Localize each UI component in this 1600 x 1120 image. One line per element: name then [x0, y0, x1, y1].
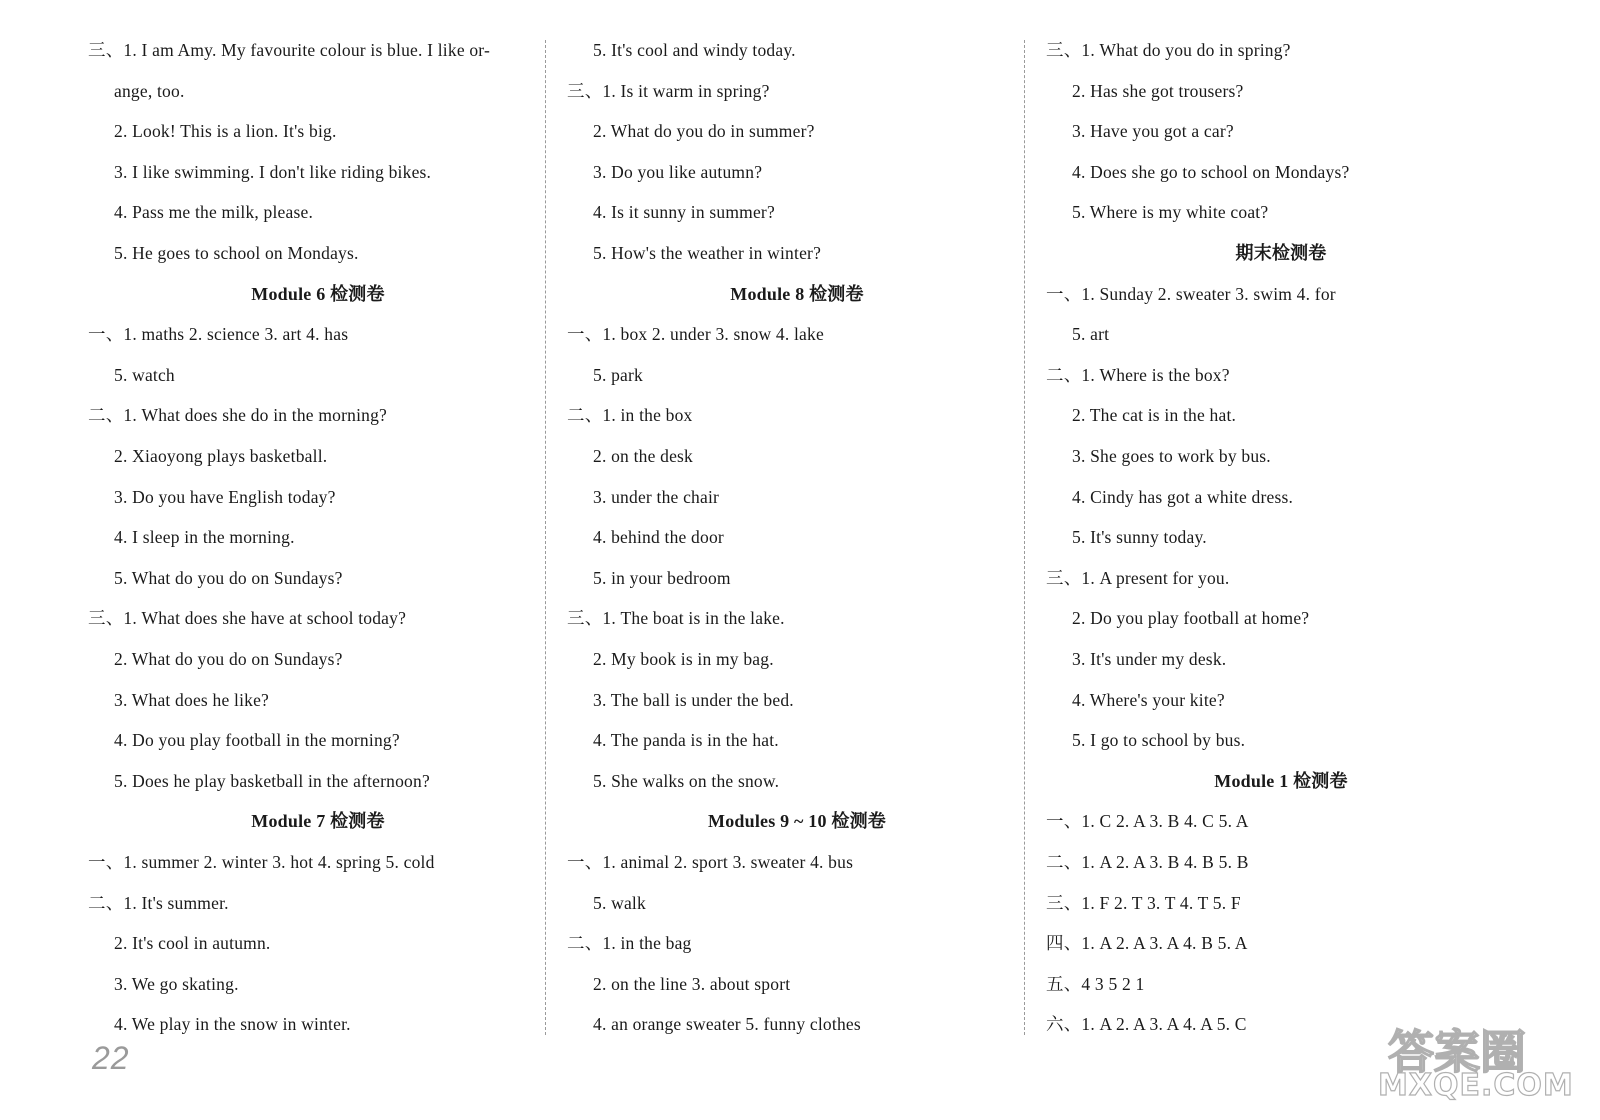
answer-line: 一、1. C 2. A 3. B 4. C 5. A: [1046, 811, 1249, 832]
answer-line: 5. watch: [114, 364, 175, 385]
answer-line: 5. in your bedroom: [593, 567, 731, 588]
answer-line: 3. Do you like autumn?: [593, 161, 763, 182]
answer-line: 3. We go skating.: [114, 973, 239, 994]
answer-line: 3. It's under my desk.: [1072, 649, 1227, 669]
answer-column-2: [567, 0, 1027, 1120]
answer-line: ange, too.: [114, 80, 185, 101]
answer-line: 2. My book is in my bag.: [593, 649, 774, 669]
section-heading: Module 6 检测卷: [251, 283, 385, 304]
answer-line: 一、1. box 2. under 3. snow 4. lake: [567, 324, 824, 345]
answer-line: 二、1. A 2. A 3. B 4. B 5. B: [1046, 852, 1249, 872]
answer-line: 四、1. A 2. A 3. A 4. B 5. A: [1046, 933, 1248, 954]
answer-line: 三、1. What does she have at school today?: [88, 608, 407, 629]
section-heading: 期末检测卷: [1235, 243, 1327, 263]
answer-line: 2. Xiaoyong plays basketball.: [114, 446, 328, 466]
answer-line: 3. under the chair: [593, 486, 720, 507]
column-divider-2: [1024, 40, 1025, 1035]
answer-line: 五、4 3 5 2 1: [1046, 973, 1145, 994]
answer-line: 5. art: [1072, 324, 1110, 345]
answer-line: 一、1. Sunday 2. sweater 3. swim 4. for: [1046, 283, 1336, 304]
answer-line: 4. Pass me the milk, please.: [114, 202, 314, 223]
section-heading: Module 1 检测卷: [1214, 770, 1348, 791]
answer-line: 2. on the desk: [593, 446, 694, 466]
answer-line: 5. walk: [593, 892, 646, 913]
answer-line: 三、1. The boat is in the lake.: [567, 608, 785, 629]
answer-line: 2. What do you do on Sundays?: [114, 649, 343, 669]
answer-line: 二、1. What does she do in the morning?: [88, 405, 388, 426]
answer-line: 4. Do you play football in the morning?: [114, 730, 400, 751]
answer-line: 三、1. A present for you.: [1046, 567, 1230, 588]
answer-column-3: [1046, 0, 1516, 1120]
answer-line: 2. Do you play football at home?: [1072, 608, 1310, 629]
answer-line: 三、1. Is it warm in spring?: [567, 80, 770, 101]
answer-line: 三、1. I am Amy. My favourite colour is blue. I like or-: [88, 40, 491, 60]
answer-line: 5. Does he play basketball in the afternoon?: [114, 770, 430, 791]
watermark-logo: [1378, 1016, 1574, 1106]
answer-line: 5. Where is my white coat?: [1072, 202, 1269, 223]
answer-line: 5. It's cool and windy today.: [593, 40, 796, 60]
answer-column-1: [88, 0, 548, 1120]
answer-line: 5. I go to school by bus.: [1072, 730, 1246, 751]
answer-line: 5. park: [593, 364, 643, 385]
answer-line: 4. behind the door: [593, 527, 724, 548]
answer-line: 二、1. in the bag: [567, 933, 692, 954]
watermark-top-text: 答案圈: [1388, 1025, 1526, 1079]
answer-line: 3. What does he like?: [114, 689, 270, 710]
answer-line: 2. Look! This is a lion. It's big.: [114, 121, 337, 142]
answer-line: 2. What do you do in summer?: [593, 121, 815, 142]
column-divider-1: [545, 40, 546, 1035]
answer-line: 三、1. F 2. T 3. T 4. T 5. F: [1046, 892, 1241, 913]
answer-line: 4. Where's your kite?: [1072, 689, 1225, 710]
watermark-bottom-text: MXQE.COM: [1378, 1068, 1574, 1103]
answer-line: 六、1. A 2. A 3. A 4. A 5. C: [1046, 1014, 1247, 1035]
answer-line: 4. Is it sunny in summer?: [593, 202, 775, 223]
answer-line: 4. I sleep in the morning.: [114, 527, 295, 548]
answer-line: 3. Do you have English today?: [114, 486, 336, 507]
answer-line: 4. an orange sweater 5. funny clothes: [593, 1014, 861, 1035]
answer-line: 5. She walks on the snow.: [593, 770, 780, 791]
answer-line: 二、1. It's summer.: [88, 892, 229, 913]
answer-line: 4. We play in the snow in winter.: [114, 1014, 351, 1035]
answer-line: 一、1. maths 2. science 3. art 4. has: [88, 324, 349, 345]
answer-line: 三、1. What do you do in spring?: [1046, 40, 1291, 60]
answer-line: 一、1. summer 2. winter 3. hot 4. spring 5. cold: [88, 852, 435, 872]
answer-line: 二、1. Where is the box?: [1046, 364, 1230, 385]
answer-line: 2. Has she got trousers?: [1072, 80, 1244, 101]
answer-line: 5. How's the weather in winter?: [593, 243, 822, 263]
section-heading: Module 7 检测卷: [251, 811, 385, 832]
section-heading: Module 8 检测卷: [730, 283, 864, 304]
answer-line: 4. The panda is in the hat.: [593, 730, 779, 751]
answer-line: 4. Does she go to school on Mondays?: [1072, 161, 1350, 182]
answer-line: 2. The cat is in the hat.: [1072, 405, 1237, 426]
page-number: 22: [92, 1040, 130, 1076]
answer-line: 5. He goes to school on Mondays.: [114, 243, 359, 263]
answer-line: 3. I like swimming. I don't like riding bikes.: [114, 161, 432, 182]
answer-line: 一、1. animal 2. sport 3. sweater 4. bus: [567, 852, 854, 872]
answer-line: 3. Have you got a car?: [1072, 121, 1234, 142]
section-heading: Modules 9 ~ 10 检测卷: [708, 811, 886, 832]
answer-line: 5. What do you do on Sundays?: [114, 567, 343, 588]
answer-line: 3. She goes to work by bus.: [1072, 446, 1271, 466]
answer-line: 2. It's cool in autumn.: [114, 933, 271, 954]
answer-line: 3. The ball is under the bed.: [593, 689, 794, 710]
answer-line: 4. Cindy has got a white dress.: [1072, 486, 1294, 507]
answer-line: 2. on the line 3. about sport: [593, 973, 791, 994]
answer-line: 二、1. in the box: [567, 405, 693, 426]
answer-line: 5. It's sunny today.: [1072, 527, 1207, 548]
